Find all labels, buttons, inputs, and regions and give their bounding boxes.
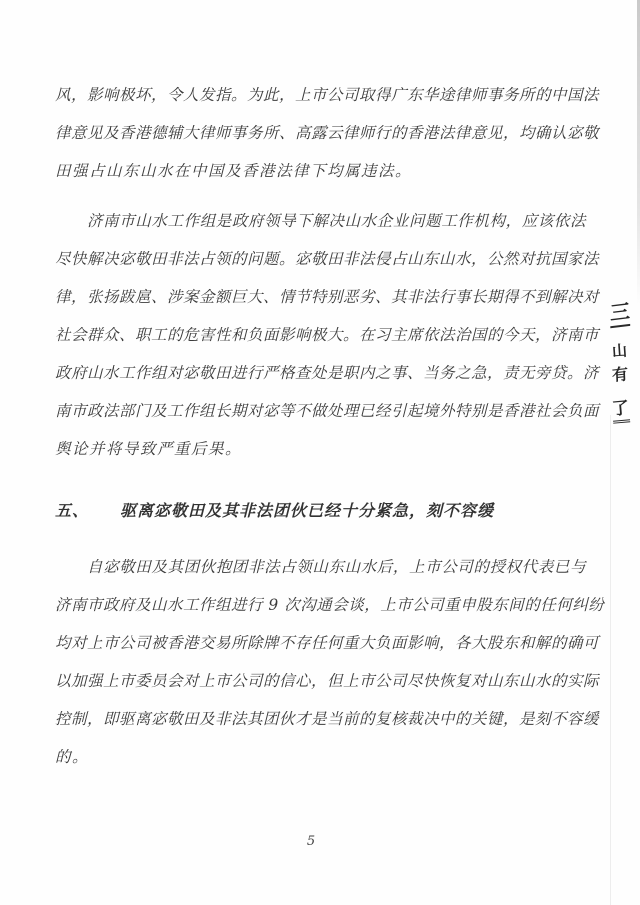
page-number: 5: [306, 834, 316, 849]
paragraph-legal-opinion: [55, 76, 600, 190]
scan-fold-line-artifact: [610, 415, 611, 905]
text-line: 律，张扬跋扈、涉案金额巨大、情节特别恶劣、其非法行事长期得不到解决对: [55, 288, 600, 306]
handwritten-margin-note: [605, 296, 635, 423]
text-line: 社会群众、职工的危害性和负面影响极大。在习主席依法治国的今天，济南市: [55, 326, 600, 344]
text-line: 田强占山东山水在中国及香港法律下均属违法。: [55, 162, 413, 180]
text-line: 律意见及香港德辅大律师事务所、高露云律师行的香港法律意见，均确认宓敬: [55, 124, 600, 142]
section-title: 驱离宓敬田及其非法团伙已经十分紧急，刻不容缓: [120, 501, 495, 520]
text-line: 以加强上市委员会对上市公司的信心，但上市公司尽快恢复对山东山水的实际: [55, 672, 600, 690]
paragraph-urgency: [55, 548, 605, 776]
text-line: 的。: [55, 748, 90, 766]
handwritten-character: 三: [610, 295, 630, 329]
handwritten-character: 山: [611, 341, 629, 361]
text-line: 济南市政府及山水工作组进行 9 次沟通会谈，上市公司重申股东间的任何纠纷: [55, 596, 605, 614]
text-line: 济南市山水工作组是政府领导下解决山水企业问题工作机构，应该依法: [87, 212, 586, 230]
text-line: 控制，即驱离宓敬田及非法其团伙才是当前的复核裁决中的关键，是刻不容缓: [55, 710, 600, 728]
section-number: 五、: [55, 501, 90, 520]
text-line: 南市政法部门及工作组长期对宓等不做处理已经引起境外特别是香港社会负面: [55, 402, 600, 420]
text-line: 自宓敬田及其团伙抱团非法占领山东山水后，上市公司的授权代表已与: [87, 558, 586, 576]
text-line: 政府山水工作组对宓敬田进行严格查处是职内之事、当务之急，责无旁贷。济: [55, 364, 600, 382]
paragraph-work-group: [55, 202, 600, 468]
handwritten-character: 有: [611, 364, 629, 385]
handwritten-character: 了: [610, 393, 629, 423]
text-line: 均对上市公司被香港交易所除牌不存任何重大负面影响，各大股东和解的确可: [55, 634, 600, 652]
text-line: 舆论并将导致严重后果。: [55, 440, 243, 458]
section-heading: [55, 497, 586, 525]
text-line: 尽快解决宓敬田非法占领的问题。宓敬田非法侵占山东山水，公然对抗国家法: [55, 250, 600, 268]
text-line: 风，影响极坏，令人发指。为此，上市公司取得广东华途律师事务所的中国法: [55, 86, 600, 104]
